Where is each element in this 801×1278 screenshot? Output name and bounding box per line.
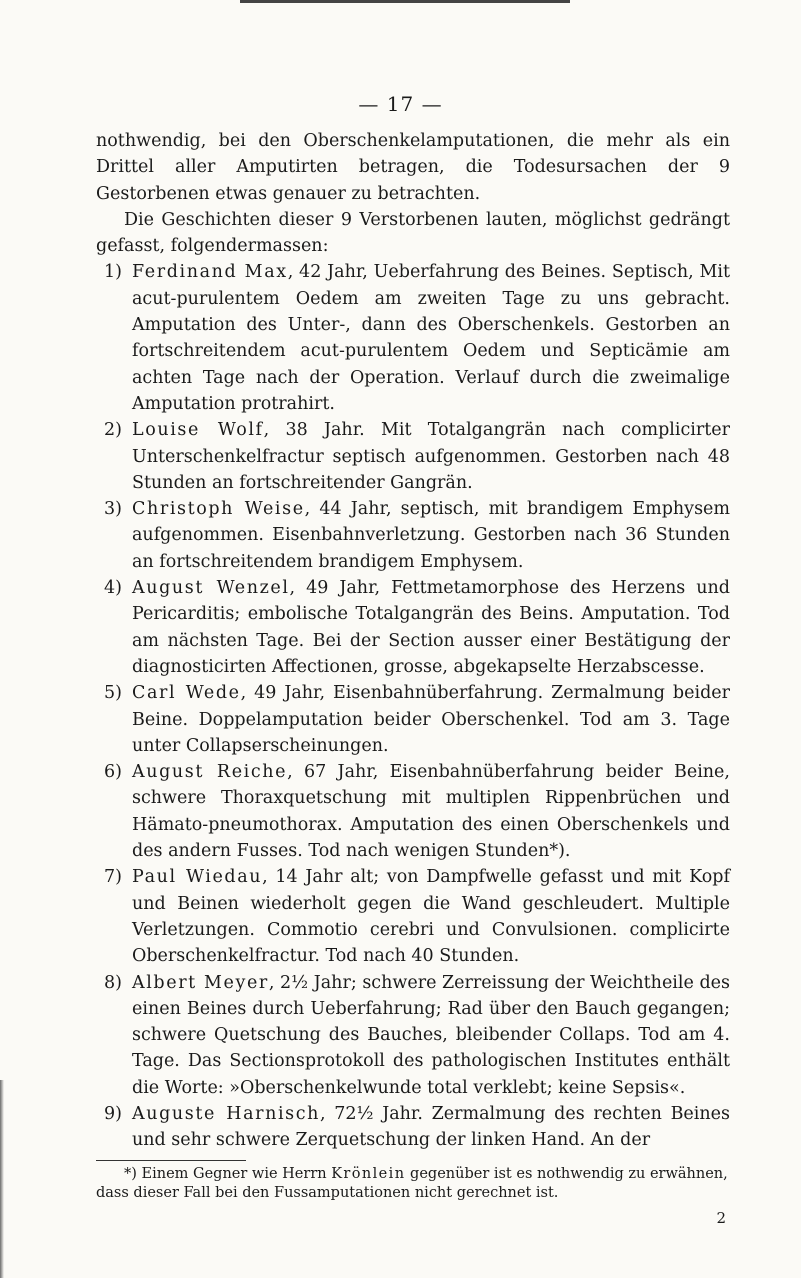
case-text bbox=[132, 259, 730, 417]
case-description: , 72½ Jahr. Zermalmung des rechten Beines und sehr schwere Zerquetschung der linken Hand. An der bbox=[132, 1103, 730, 1151]
footnote-name: Krönlein bbox=[331, 1165, 406, 1182]
footnote-rest: gegenüber ist es nothwendig zu erwähnen, bbox=[405, 1165, 728, 1182]
case-description: , 38 Jahr. Mit Totalgangrän nach complicirter Unterschenkelfractur septisch aufgenommen. Gestorben nach 48 Stunden an fortschreitender Gangrän. bbox=[132, 420, 730, 493]
case-number: 7) bbox=[104, 867, 122, 888]
case-number: 3) bbox=[104, 499, 122, 520]
scan-edge-top bbox=[240, 0, 570, 3]
case-item bbox=[96, 259, 730, 417]
case-number: 9) bbox=[104, 1103, 122, 1124]
case-list bbox=[96, 259, 730, 1153]
patient-name: Ferdinand Max bbox=[132, 262, 288, 283]
case-text bbox=[132, 864, 730, 969]
patient-name: Louise Wolf bbox=[132, 420, 264, 441]
footnote-marker: *) Einem Gegner wie Herrn bbox=[124, 1165, 332, 1182]
case-number: 1) bbox=[104, 262, 122, 283]
patient-name: Paul Wiedau bbox=[132, 867, 263, 888]
case-text bbox=[132, 970, 730, 1101]
case-text bbox=[132, 759, 730, 864]
case-number: 4) bbox=[104, 578, 122, 599]
case-text bbox=[132, 417, 730, 496]
case-description: , 42 Jahr, Ueberfahrung des Beines. Septisch, Mit acut-purulentem Oedem am zweiten Tage zu uns gebracht. Amputation des Unter-, dann des Oberschenkels. Gestorben an fortschreitendem acut-purulentem Oedem und Septicämie am achten Tage nach der Operation. Verlauf durch die zweimalige Amputation protrahirt. bbox=[132, 262, 730, 414]
body-text bbox=[96, 128, 730, 1231]
footnote-rule bbox=[96, 1160, 246, 1161]
patient-name: Albert Meyer bbox=[132, 972, 269, 993]
case-item bbox=[96, 417, 730, 496]
signature-mark: 2 bbox=[716, 1208, 726, 1227]
case-description: , 49 Jahr, Fettmetamorphose des Herzens und Pericarditis; embolische Totalgangrän des Beins. Amputation. Tod am nächsten Tage. Bei der Section ausser einer Bestätigung der diagnosticirten Affectionen, grosse, abgekapselte Herzabscesse. bbox=[132, 578, 730, 677]
case-text bbox=[132, 496, 730, 575]
case-description: , 67 Jahr, Eisenbahnüberfahrung beider Beine, schwere Thoraxquetschung mit multiplen Rippenbrüchen und Hämato-pneumothorax. Amputation des einen Oberschenkels und des andern Fusses. Tod nach wenigen Stunden*). bbox=[132, 762, 730, 862]
case-description: , 14 Jahr alt; von Dampfwelle gefasst und mit Kopf und Beinen wiederholt gegen die Wand geschleudert. Multiple Verletzungen. Commotio cerebri und Convulsionen. complicirte Oberschenkelfractur. Tod nach 40 Stunden. bbox=[132, 867, 730, 967]
case-number: 8) bbox=[104, 972, 122, 993]
case-text bbox=[132, 575, 730, 680]
case-number: 2) bbox=[104, 420, 122, 441]
case-item bbox=[96, 970, 730, 1101]
case-text bbox=[132, 680, 730, 759]
case-item bbox=[96, 759, 730, 864]
case-item bbox=[96, 1101, 730, 1154]
second-paragraph: Die Geschichten dieser 9 Verstorbenen lauten, möglichst gedrängt gefasst, folgendermassen: bbox=[96, 209, 730, 257]
case-item bbox=[96, 680, 730, 759]
patient-name: Christoph Weise bbox=[132, 499, 305, 520]
case-text bbox=[132, 1101, 730, 1154]
page-number: — 17 — bbox=[358, 92, 443, 116]
case-description: , 2½ Jahr; schwere Zerreissung der Weichtheile des einen Beines durch Ueberfahrung; Rad über den Bauch gegangen; schwere Quetschung des Bauches, bleibender Collaps. Tod am 4. Tage. Das Sectionsprotokoll des pathologischen Institutes enthält die Worte: »Oberschenkelwunde total verklebt; keine Sepsis«. bbox=[132, 972, 730, 1098]
patient-name: August Wenzel bbox=[132, 578, 290, 599]
footnote bbox=[96, 1165, 730, 1203]
case-description: , 49 Jahr, Eisenbahnüberfahrung. Zermalmung beider Beine. Doppelamputation beider Oberschenkel. Tod am 3. Tage unter Collapserscheinungen. bbox=[132, 683, 730, 756]
scan-edge-left bbox=[0, 1080, 4, 1278]
patient-name: Auguste Harnisch bbox=[132, 1103, 321, 1124]
intro-paragraph: nothwendig, bei den Oberschenkelamputationen, die mehr als ein Drittel aller Amputirten betragen, die Todesursachen der 9 Gestorbenen etwas genauer zu betrachten. bbox=[96, 131, 730, 204]
patient-name: August Reiche bbox=[132, 762, 288, 783]
case-item bbox=[96, 496, 730, 575]
case-item bbox=[96, 864, 730, 969]
case-number: 5) bbox=[104, 683, 122, 704]
case-description: , 44 Jahr, septisch, mit brandigem Emphysem aufgenommen. Eisenbahnverletzung. Gestorben nach 36 Stunden an fortschreitendem brandigem Emphysem. bbox=[132, 499, 731, 572]
case-item bbox=[96, 575, 730, 680]
patient-name: Carl Wede bbox=[132, 683, 241, 704]
case-number: 6) bbox=[104, 762, 122, 783]
footnote-second-line: dass dieser Fall bei den Fussamputationen nicht gerechnet ist. bbox=[96, 1184, 559, 1201]
